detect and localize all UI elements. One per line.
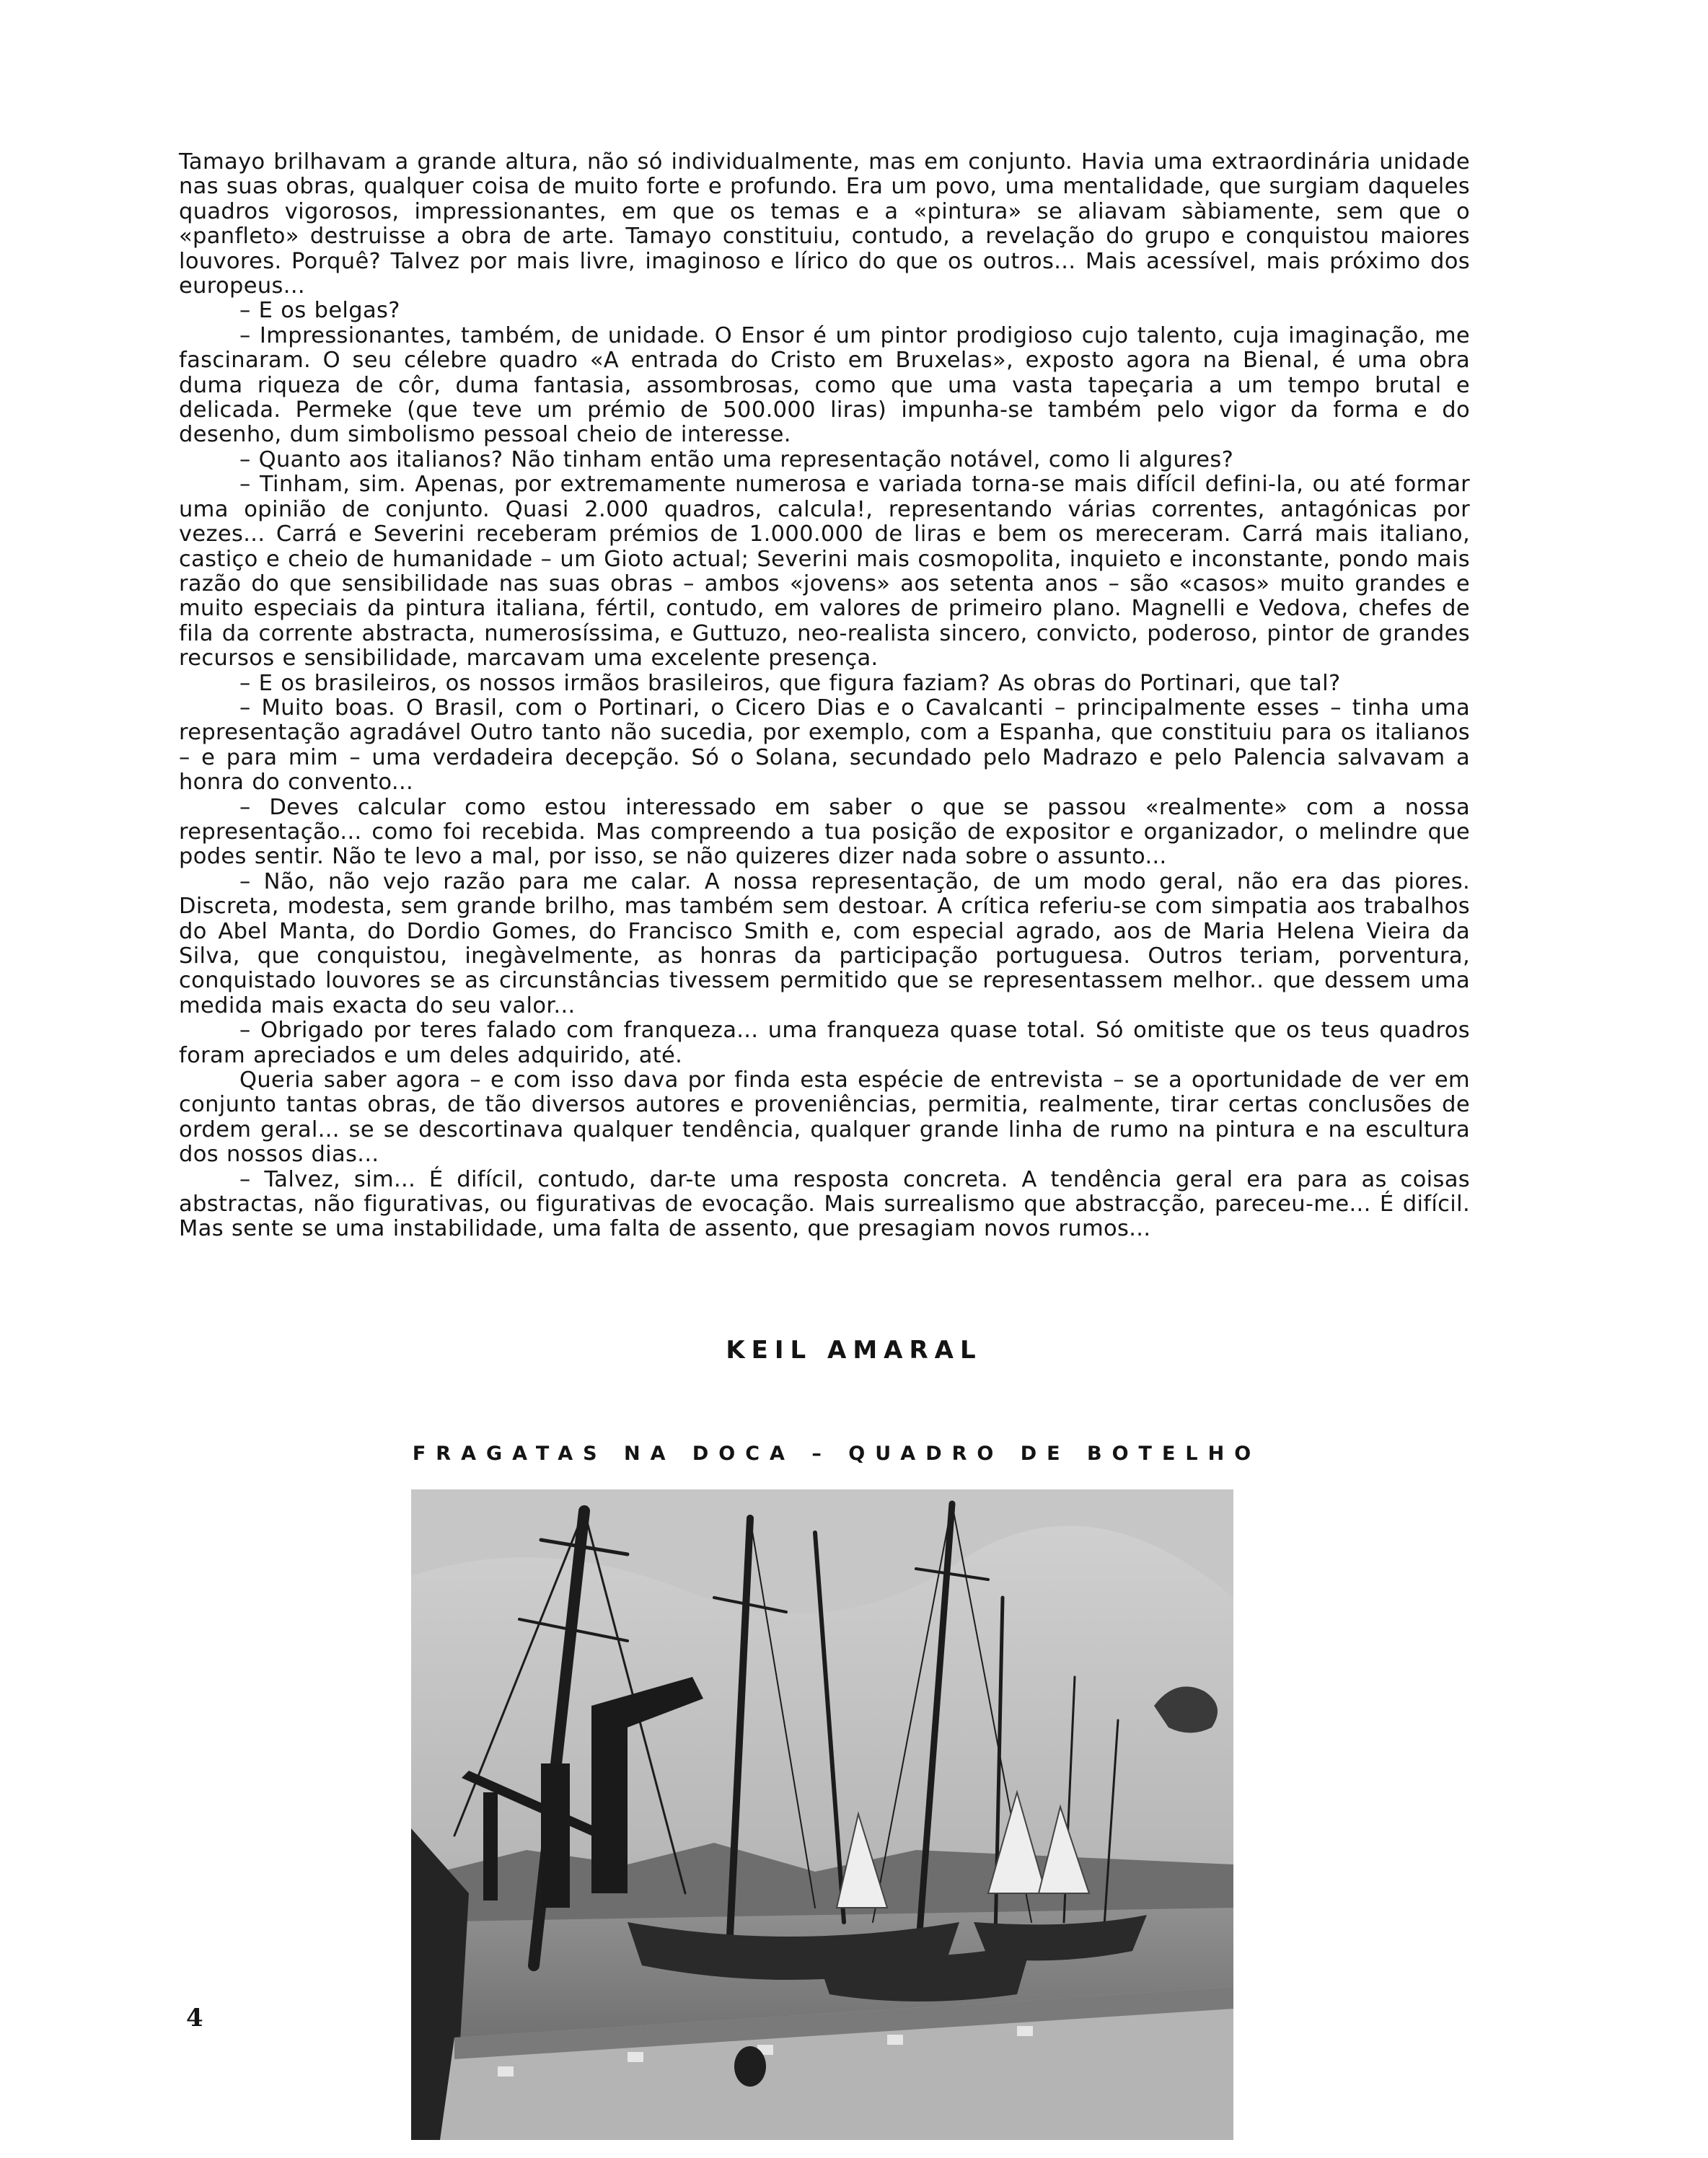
paragraph: – E os brasileiros, os nossos irmãos brasileiros, que figura faziam? As obras do Portinari, que tal?	[239, 670, 1341, 696]
paragraph: – Talvez, sim... É difícil, contudo, dar-te uma resposta concreta. A tendência geral era para as coisas abstractas, não figurativas, ou figurativas de evocação. Mais surrealismo que abstracção, pareceu-me... É difícil. Mas sente se uma instabilidade, uma falta de assento, que presagiam novos rumos...	[179, 1166, 1470, 1242]
paragraph: – Deves calcular como estou interessado em saber o que se passou «realmente» com a nossa representação... como foi recebida. Mas compreendo a tua posição de expositor e organizador, o melindre que podes sentir. Não te levo a mal, por isso, se não quizeres dizer nada sobre o assunto...	[179, 794, 1470, 870]
paragraph: – E os belgas?	[239, 298, 400, 324]
article-body	[179, 150, 1470, 1242]
paragraph: Queria saber agora – e com isso dava por finda esta espécie de entrevista – se a oportunidade de ver em conjunto tantas obras, de tão diversos autores e proveniências, permitia, realmente, tirar certas conclusões de ordem geral... se se descortinava qualquer tendência, qualquer grande linha de rumo na pintura e na escultura dos nossos dias...	[179, 1067, 1470, 1168]
painting-caption: FRAGATAS NA DOCA – QUADRO DE BOTELHO	[412, 1443, 1262, 1465]
paragraph: – Impressionantes, também, de unidade. O Ensor é um pintor prodigioso cujo talento, cuja imaginação, me fascinaram. O seu célebre quadro «A entrada do Cristo em Bruxelas», exposto agora na Bienal, é uma obra duma riqueza de côr, duma fantasia, assombrosas, como que uma vasta tapeçaria a um tempo brutal e delicada. Permeke (que teve um prémio de 500.000 liras) impunha-se também pelo vigor da forma e do desenho, dum simbolismo pessoal cheio de interesse.	[179, 322, 1470, 448]
paragraph: – Tinham, sim. Apenas, por extremamente numerosa e variada torna-se mais difícil defini-la, ou até formar uma opinião de conjunto. Quasi 2.000 quadros, calcula!, representando várias correntes, antagónicas por vezes... Carrá e Severini receberam prémios de 1.000.000 de liras e bem os mereceram. Carrá mais italiano, castiço e cheio de humanidade – um Gioto actual; Severini mais cosmopolita, inquieto e inconstante, pondo mais razão do que sensibilidade nas suas obras – ambos «jovens» aos setenta anos – são «casos» muito grandes e muito especiais da pintura italiana, fértil, contudo, em valores de primeiro plano. Magnelli e Vedova, chefes de fila da corrente abstracta, numerosíssima, e Guttuzo, neo-realista sincero, convicto, poderoso, pintor de grandes recursos e sensibilidade, marcavam uma excelente presença.	[179, 472, 1470, 671]
paragraph: Tamayo brilhavam a grande altura, não só individualmente, mas em conjunto. Havia uma extraordinária unidade nas suas obras, qualquer coisa de muito forte e profundo. Era um povo, uma mentalidade, que surgiam daqueles quadros vigorosos, impressionantes, em que os temas e a «pintura» se aliavam sàbiamente, sem que o «panfleto» destruisse a obra de arte. Tamayo constituiu, contudo, a revelação do grupo e conquistou maiores louvores. Porquê? Talvez por mais livre, imaginoso e lírico do que os outros... Mais acessível, mais próximo dos europeus...	[179, 149, 1470, 299]
paragraph: – Não, não vejo razão para me calar. A nossa representação, de um modo geral, não era das piores. Discreta, modesta, sem grande brilho, mas também sem destoar. A crítica referiu-se com simpatia aos trabalhos do Abel Manta, do Dordio Gomes, do Francisco Smith e, com especial agrado, aos de Maria Helena Vieira da Silva, que conquistou, inegàvelmente, as honras da participação portuguesa. Outros teriam, porventura, conquistado louvores se as circunstâncias tivessem permitido que se representassem melhor.. que dessem uma medida mais exacta do seu valor...	[179, 868, 1470, 1018]
paragraph: – Obrigado por teres falado com franqueza... uma franqueza quase total. Só omitiste que os teus quadros foram apreciados e um deles adquirido, até.	[179, 1018, 1470, 1068]
author-signature: KEIL AMARAL	[726, 1336, 982, 1365]
painting-image	[411, 1489, 1233, 2140]
paragraph: – Quanto aos italianos? Não tinham então uma representação notável, como li algures?	[239, 446, 1234, 472]
paragraph: – Muito boas. O Brasil, com o Portinari, o Cicero Dias e o Cavalcanti – principalmente esses – tinha uma representação agradável Outro tanto não sucedia, por exemplo, com a Espanha, que constituiu para os italianos – e para mim – uma verdadeira decepção. Só o Solana, secundado pelo Madrazo e pelo Palencia salvavam a honra do convento...	[179, 695, 1470, 796]
page-number: 4	[186, 2004, 203, 2033]
